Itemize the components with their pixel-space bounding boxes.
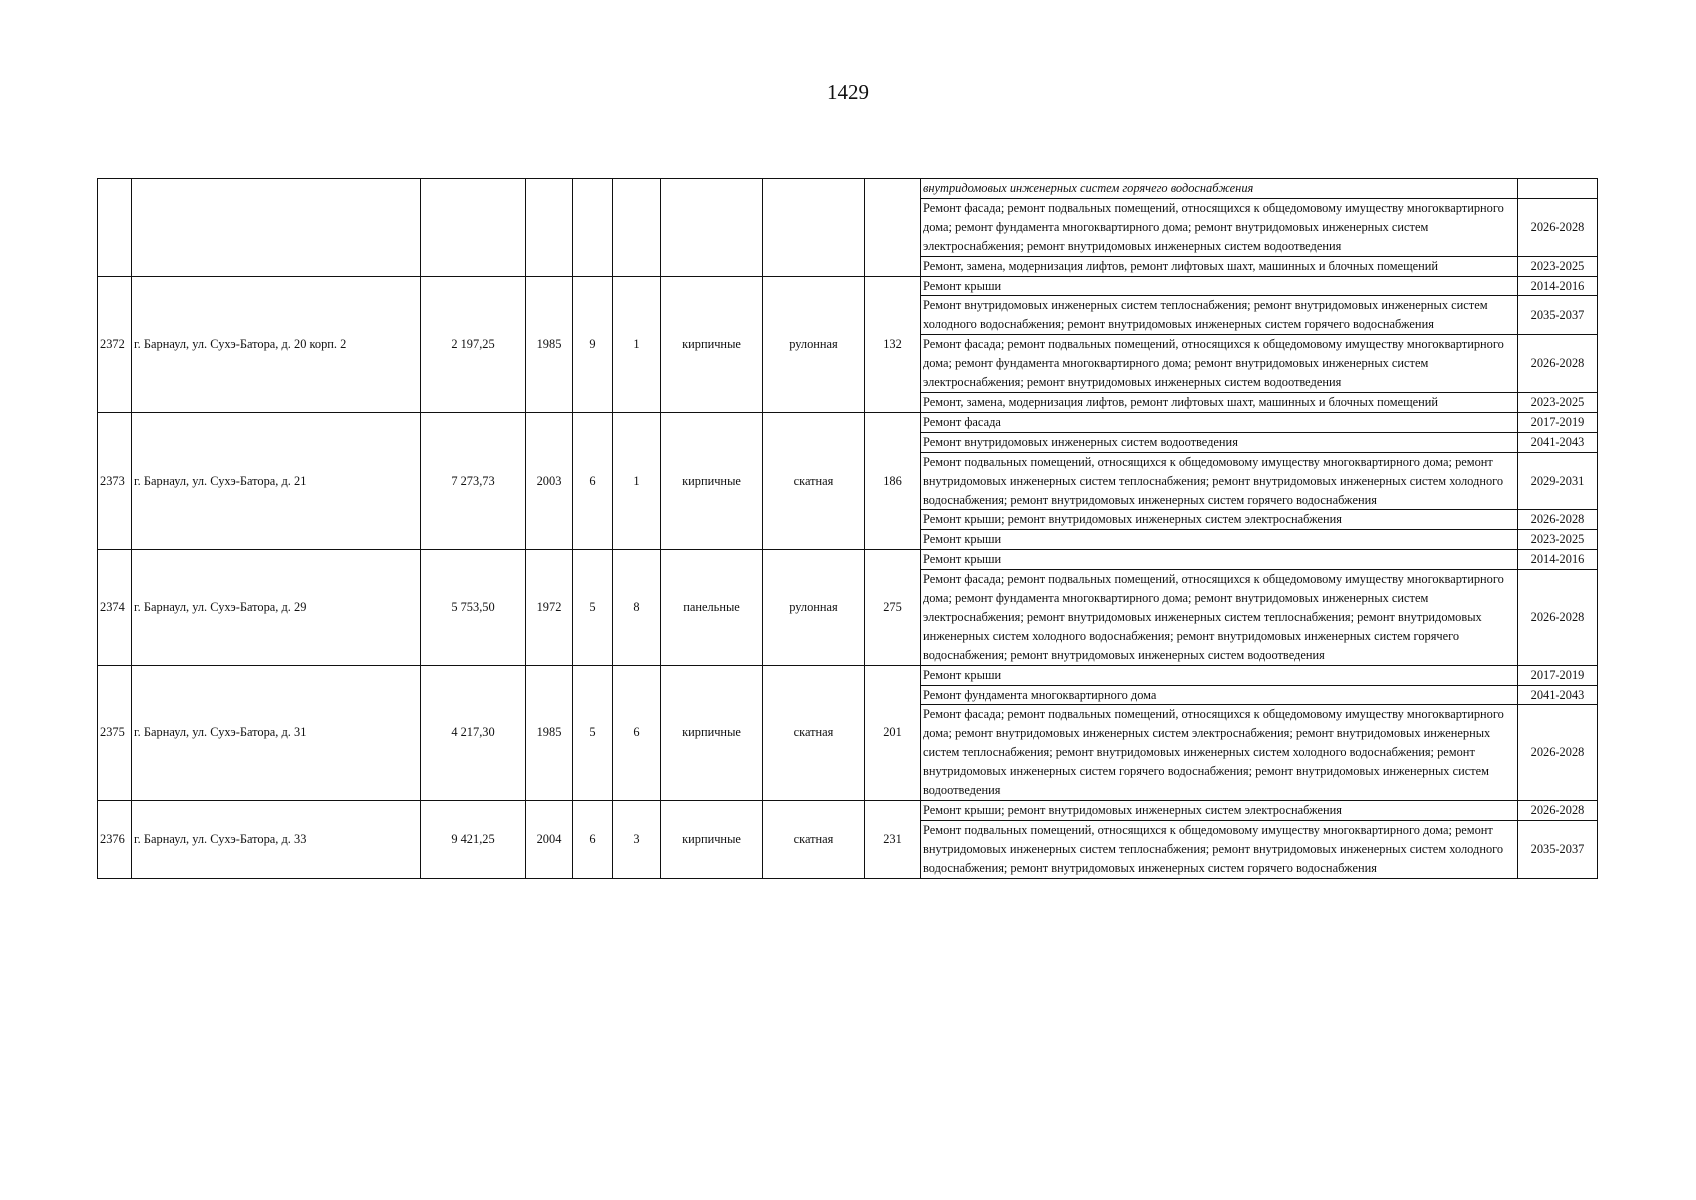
table-row: [98, 276, 1598, 296]
cell-roof: скатная: [763, 665, 865, 800]
cell-num: 2373: [98, 412, 132, 549]
work-description: Ремонт фасада; ремонт подвальных помещений, относящихся к общедомовому имуществу многоквартирного дома; ремонт внутридомовых инженерных систем электроснабжения; ремонт внутридомовых инженерных систем теплоснабжения; ремонт внутридомовых инженерных систем холодного водоснабжения; ремонт внутридомовых инженерных систем горячего водоснабжения; ремонт внутридомовых инженерных систем водоотведения: [921, 705, 1518, 801]
work-period: 2023-2025: [1518, 530, 1598, 550]
work-period: 2026-2028: [1518, 335, 1598, 393]
cell-floors: 6: [573, 801, 613, 879]
work-description: Ремонт внутридомовых инженерных систем теплоснабжения; ремонт внутридомовых инженерных систем холодного водоснабжения; ремонт внутридомовых инженерных систем горячего водоснабжения: [921, 296, 1518, 335]
cell-address: [132, 179, 421, 277]
work-description: Ремонт крыши: [921, 276, 1518, 296]
work-description: Ремонт крыши; ремонт внутридомовых инженерных систем электроснабжения: [921, 510, 1518, 530]
cell-entrances: 6: [613, 665, 661, 800]
cell-address: г. Барнаул, ул. Сухэ-Батора, д. 21: [132, 412, 421, 549]
cell-roof: рулонная: [763, 276, 865, 412]
table-row: [98, 550, 1598, 570]
work-period: 2017-2019: [1518, 665, 1598, 685]
cell-residents: 275: [865, 550, 921, 665]
cell-year: 2004: [526, 801, 573, 879]
cell-floors: [573, 179, 613, 277]
work-period: 2017-2019: [1518, 412, 1598, 432]
cell-area: 9 421,25: [421, 801, 526, 879]
work-period: 2026-2028: [1518, 570, 1598, 666]
cell-area: 7 273,73: [421, 412, 526, 549]
work-description: Ремонт крыши: [921, 550, 1518, 570]
cell-residents: [865, 179, 921, 277]
work-description: Ремонт фасада; ремонт подвальных помещений, относящихся к общедомовому имуществу многоквартирного дома; ремонт фундамента многоквартирного дома; ремонт внутридомовых инженерных систем электроснабжения; ремонт внутридомовых инженерных систем водоотведения: [921, 198, 1518, 256]
cell-area: 4 217,30: [421, 665, 526, 800]
cell-area: 5 753,50: [421, 550, 526, 665]
cell-walls: панельные: [661, 550, 763, 665]
cell-walls: кирпичные: [661, 276, 763, 412]
table-row: [98, 412, 1598, 432]
cell-year: [526, 179, 573, 277]
work-description: Ремонт фасада: [921, 412, 1518, 432]
cell-year: 1985: [526, 665, 573, 800]
cell-area: [421, 179, 526, 277]
table-row: [98, 801, 1598, 821]
cell-walls: кирпичные: [661, 801, 763, 879]
work-period: 2014-2016: [1518, 550, 1598, 570]
cell-residents: 231: [865, 801, 921, 879]
table-row: [98, 665, 1598, 685]
cell-residents: 186: [865, 412, 921, 549]
work-description: Ремонт крыши: [921, 530, 1518, 550]
cell-residents: 132: [865, 276, 921, 412]
work-period: 2026-2028: [1518, 801, 1598, 821]
cell-walls: кирпичные: [661, 665, 763, 800]
cell-entrances: 8: [613, 550, 661, 665]
work-period: 2029-2031: [1518, 452, 1598, 510]
cell-address: г. Барнаул, ул. Сухэ-Батора, д. 33: [132, 801, 421, 879]
table-row: [98, 179, 1598, 199]
work-description: Ремонт подвальных помещений, относящихся к общедомовому имуществу многоквартирного дома; ремонт внутридомовых инженерных систем теплоснабжения; ремонт внутридомовых инженерных систем холодного водоснабжения; ремонт внутридомовых инженерных систем горячего водоснабжения: [921, 452, 1518, 510]
cell-floors: 5: [573, 665, 613, 800]
cell-num: [98, 179, 132, 277]
work-period: 2041-2043: [1518, 432, 1598, 452]
cell-num: 2375: [98, 665, 132, 800]
cell-area: 2 197,25: [421, 276, 526, 412]
cell-year: 2003: [526, 412, 573, 549]
work-description: Ремонт крыши: [921, 665, 1518, 685]
cell-residents: 201: [865, 665, 921, 800]
work-description: Ремонт подвальных помещений, относящихся к общедомовому имуществу многоквартирного дома; ремонт внутридомовых инженерных систем теплоснабжения; ремонт внутридомовых инженерных систем холодного водоснабжения; ремонт внутридомовых инженерных систем горячего водоснабжения: [921, 820, 1518, 878]
cell-address: г. Барнаул, ул. Сухэ-Батора, д. 29: [132, 550, 421, 665]
work-description: Ремонт, замена, модернизация лифтов, ремонт лифтовых шахт, машинных и блочных помещений: [921, 256, 1518, 276]
cell-num: 2376: [98, 801, 132, 879]
cell-entrances: [613, 179, 661, 277]
cell-entrances: 1: [613, 412, 661, 549]
work-description: Ремонт, замена, модернизация лифтов, ремонт лифтовых шахт, машинных и блочных помещений: [921, 392, 1518, 412]
work-description: Ремонт фасада; ремонт подвальных помещений, относящихся к общедомовому имуществу многоквартирного дома; ремонт фундамента многоквартирного дома; ремонт внутридомовых инженерных систем электроснабжения; ремонт внутридомовых инженерных систем теплоснабжения; ремонт внутридомовых инженерных систем холодного водоснабжения; ремонт внутридомовых инженерных систем горячего водоснабжения; ремонт внутридомовых инженерных систем водоотведения: [921, 570, 1518, 666]
cell-roof: рулонная: [763, 550, 865, 665]
work-period: 2023-2025: [1518, 392, 1598, 412]
cell-address: г. Барнаул, ул. Сухэ-Батора, д. 31: [132, 665, 421, 800]
cell-roof: скатная: [763, 412, 865, 549]
cell-entrances: 1: [613, 276, 661, 412]
work-period: 2014-2016: [1518, 276, 1598, 296]
work-period: 2026-2028: [1518, 198, 1598, 256]
work-description: Ремонт крыши; ремонт внутридомовых инженерных систем электроснабжения: [921, 801, 1518, 821]
work-period: [1518, 179, 1598, 199]
cell-walls: [661, 179, 763, 277]
work-period: 2023-2025: [1518, 256, 1598, 276]
cell-year: 1985: [526, 276, 573, 412]
work-description: Ремонт фундамента многоквартирного дома: [921, 685, 1518, 705]
work-period: 2035-2037: [1518, 296, 1598, 335]
cell-num: 2372: [98, 276, 132, 412]
cell-roof: скатная: [763, 801, 865, 879]
page-number: 1429: [827, 80, 869, 104]
cell-floors: 6: [573, 412, 613, 549]
work-period: 2026-2028: [1518, 510, 1598, 530]
cell-address: г. Барнаул, ул. Сухэ-Батора, д. 20 корп. 2: [132, 276, 421, 412]
work-period: 2035-2037: [1518, 820, 1598, 878]
work-description: Ремонт фасада; ремонт подвальных помещений, относящихся к общедомовому имуществу многоквартирного дома; ремонт фундамента многоквартирного дома; ремонт внутридомовых инженерных систем электроснабжения; ремонт внутридомовых инженерных систем водоотведения: [921, 335, 1518, 393]
cell-roof: [763, 179, 865, 277]
work-description: внутридомовых инженерных систем горячего водоснабжения: [921, 179, 1518, 199]
cell-entrances: 3: [613, 801, 661, 879]
cell-floors: 5: [573, 550, 613, 665]
repair-schedule-table: [97, 178, 1598, 879]
cell-year: 1972: [526, 550, 573, 665]
cell-walls: кирпичные: [661, 412, 763, 549]
cell-floors: 9: [573, 276, 613, 412]
cell-num: 2374: [98, 550, 132, 665]
work-description: Ремонт внутридомовых инженерных систем водоотведения: [921, 432, 1518, 452]
work-period: 2041-2043: [1518, 685, 1598, 705]
work-period: 2026-2028: [1518, 705, 1598, 801]
